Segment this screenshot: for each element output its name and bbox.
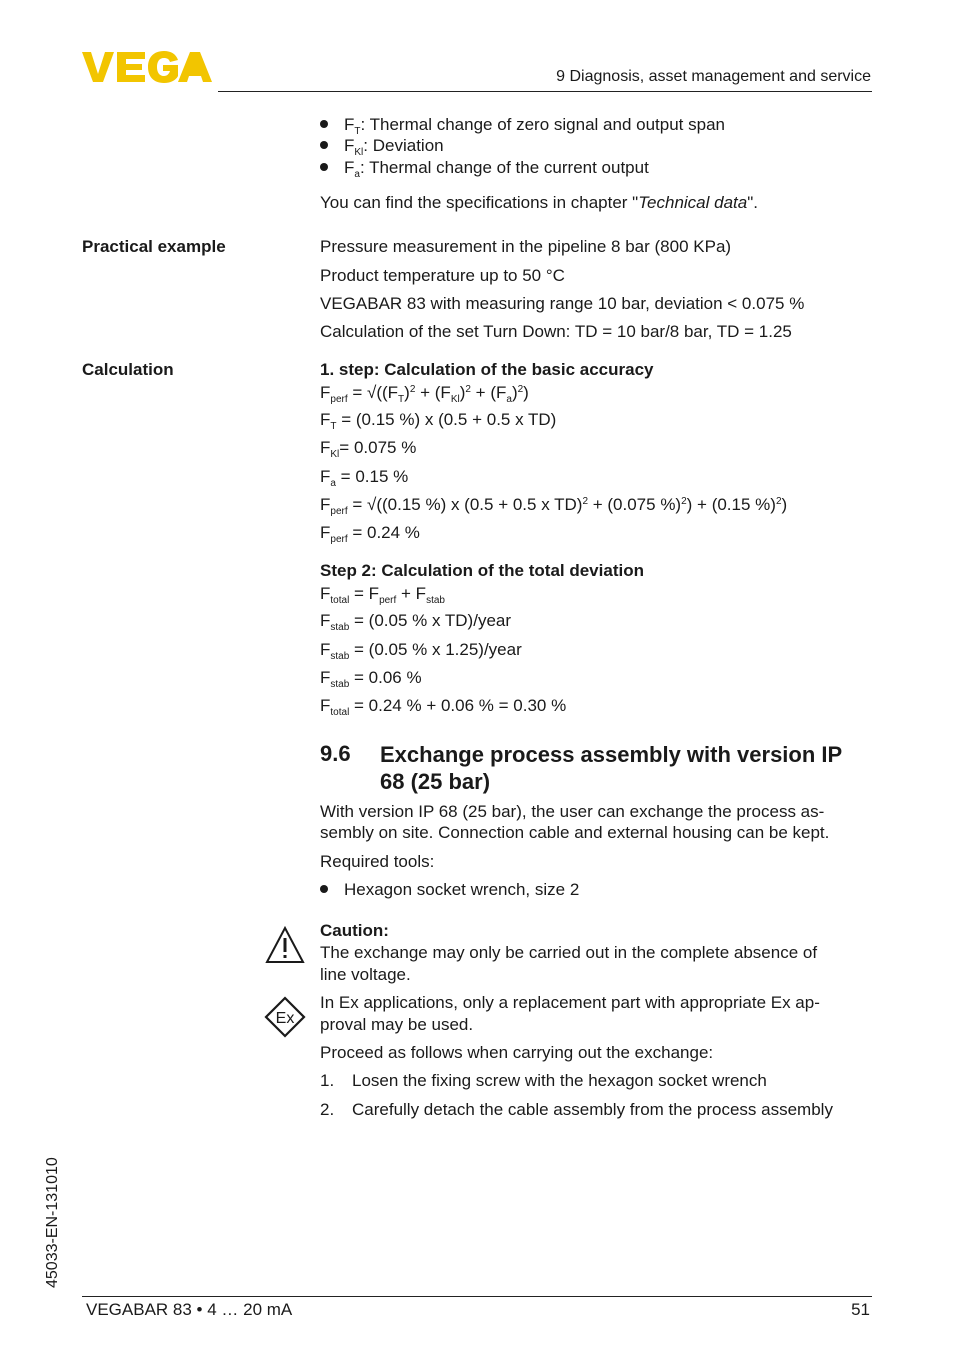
equation: $F_{Kl}= 0.075$ % [320, 438, 417, 460]
equation: $F_T = (0.15$ %) x (0.5 + 0.5 x TD) [320, 410, 557, 432]
equation: $F_{stab} = (0.05$ % x 1.25)/year [320, 640, 522, 662]
bullet-icon [320, 163, 328, 171]
caution-text: The exchange may only be carried out in the complete absence of [320, 943, 818, 962]
section-number: 9.6 [320, 741, 351, 766]
practical-line: Product temperature up to 50 °C [320, 266, 565, 285]
equation: $F_{stab} = 0.06$ % [320, 668, 422, 690]
intro-text: With version IP 68 (25 bar), the user can exchange the process as- [320, 802, 825, 821]
equation: $F_{total} = F_{perf} + F_{stab}$ [320, 584, 445, 606]
calculation-label: Calculation [82, 360, 174, 379]
caution-text: line voltage. [320, 965, 411, 984]
bullet-item: $F_T$: Thermal change of zero signal and output span [320, 115, 725, 135]
equation: $F_{stab} = (0.05$ % x TD)/year [320, 611, 512, 633]
caution-title: Caution: [320, 921, 389, 940]
bullet-item: $F_{Kl}$: Deviation [320, 136, 444, 156]
tools-label: Required tools: [320, 852, 435, 871]
practical-line: Pressure measurement in the pipeline 8 bar (800 KPa) [320, 237, 732, 256]
bullet-item: Hexagon socket wrench, size 2 [320, 880, 579, 900]
svg-text:Ex: Ex [275, 1010, 295, 1027]
header-rule [218, 91, 872, 92]
step2-title: Step 2: Calculation of the total deviation [320, 561, 644, 580]
chapter-reference: Technical data [638, 193, 748, 212]
step1-title: 1. step: Calculation of the basic accuracy [320, 360, 654, 379]
practical-example-label: Practical example [82, 237, 226, 256]
equation: $F_{perf} = √((F_T)^2 + (F_{Kl})^2 + (F_a)^2)$ [320, 383, 529, 405]
chapter-header: 9 Diagnosis, asset management and service [556, 68, 871, 85]
equation: $F_a = 0.15$ % [320, 467, 409, 489]
bullet-item: $F_a$: Thermal change of the current output [320, 158, 649, 178]
practical-line: VEGABAR 83 with measuring range 10 bar, deviation < 0.075 % [320, 294, 805, 313]
warning-triangle-icon [265, 926, 305, 964]
practical-line: Calculation of the set Turn Down: TD = 10 bar/8 bar, TD = 1.25 [320, 322, 792, 341]
section-title: Exchange process assembly with version IP 68 (25 bar) [380, 742, 842, 794]
document-id: 45033-EN-131010 [44, 1157, 61, 1288]
equation: $F_{perf} = 0.24$ % [320, 523, 420, 545]
vega-logo [82, 50, 212, 84]
spec-note: You can find the specifications in chapter "Technical data". [320, 193, 758, 212]
footer-rule [82, 1296, 872, 1297]
equation: $F_{perf} = √((0.15$ %) x (0.5 + 0.5 x TD)$^2$ + (0.075 %)$^2$) + (0.15 %)$^2$) [320, 495, 788, 517]
ex-text: In Ex applications, only a replacement part with appropriate Ex ap- [320, 993, 820, 1012]
footer-product: VEGABAR 83 • 4 … 20 mA [86, 1300, 293, 1319]
equation: $F_{total} = 0.24$ % + 0.06 % = 0.30 % [320, 696, 567, 718]
step-item: 1. Losen the fixing screw with the hexagon socket wrench [320, 1071, 767, 1090]
bullet-icon [320, 141, 328, 149]
ex-protection-icon [263, 996, 307, 1038]
ex-text: proval may be used. [320, 1015, 474, 1034]
bullet-icon [320, 120, 328, 128]
step-item: 2. Carefully detach the cable assembly from the process assembly [320, 1100, 833, 1119]
proceed-text: Proceed as follows when carrying out the exchange: [320, 1043, 714, 1062]
page-number: 51 [851, 1300, 870, 1319]
intro-text: sembly on site. Connection cable and external housing can be kept. [320, 823, 830, 842]
bullet-icon [320, 885, 328, 893]
